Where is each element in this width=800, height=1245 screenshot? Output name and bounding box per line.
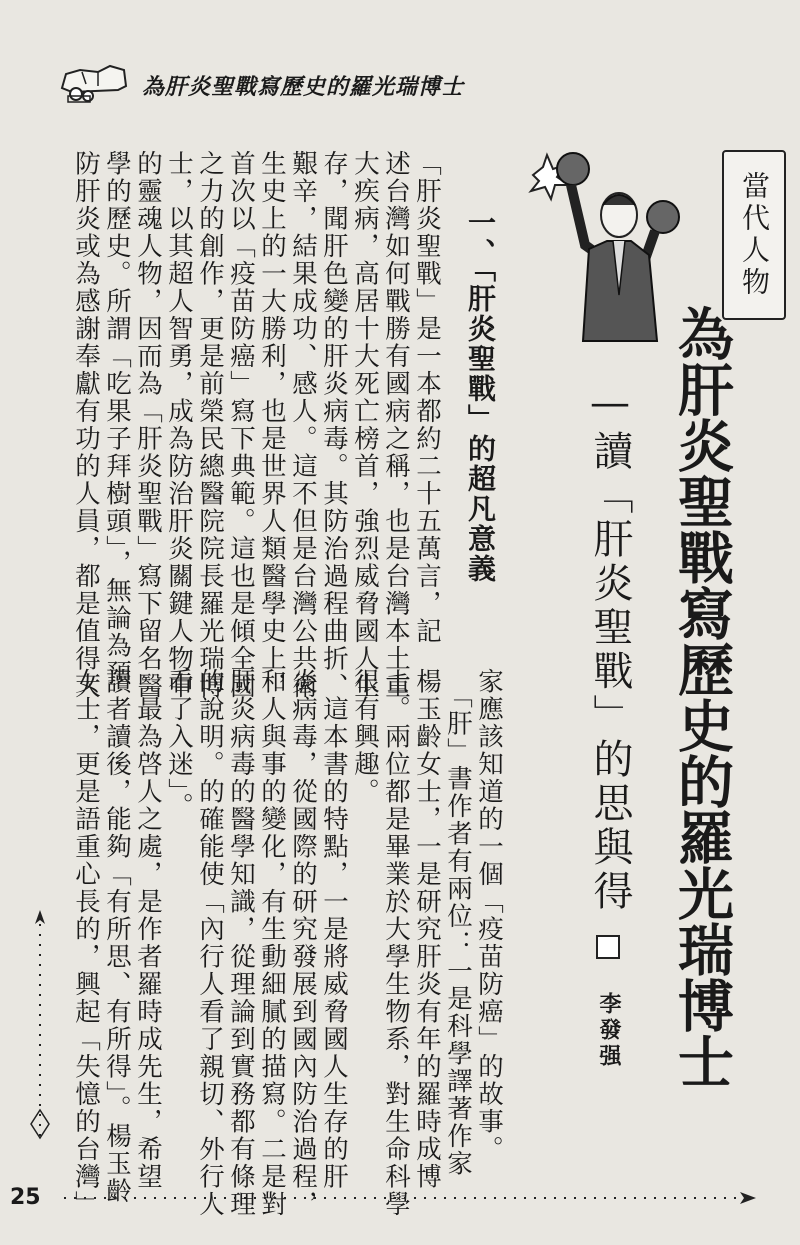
text-line: 讀者讀後，能夠「有所思、有所得」。楊玉齡	[102, 668, 132, 1206]
text-line: 大疾病，高居十大死亡榜首，強烈威脅國人生	[350, 150, 380, 700]
text-line: 存，聞肝色變的肝炎病毒。其防治過程曲折、	[319, 150, 349, 700]
column-tag: 當代人物	[722, 150, 786, 320]
text-line: 之力的創作，更是前榮民總醫院院長羅光瑞博	[195, 150, 225, 700]
text-line: 述台灣如何戰勝有國病之稱，也是台灣本土重	[381, 150, 411, 700]
text-line: 首次以「疫苗防癌」寫下典範。這也是傾全國	[226, 150, 256, 700]
text-line: 看了入迷」。	[164, 668, 194, 821]
text-line: 生史上的一大勝利，也是世界人類醫學史上，	[257, 150, 287, 700]
running-head: 為肝炎聖戰寫歷史的羅光瑞博士	[142, 75, 465, 100]
byline-box-icon	[596, 935, 620, 959]
text-line: 的靈魂人物，因而為「肝炎聖戰」寫下留名醫	[133, 150, 163, 700]
car-icon	[58, 60, 130, 106]
text-line: 士，以其超人智勇，成為防治肝炎關鍵人物中	[164, 150, 194, 700]
text-line: 炎病毒，從國際的研究發展到國內防治過程，	[288, 668, 318, 1218]
text-line: 家應該知道的一個「疫苗防癌」的故事。	[474, 668, 504, 1163]
text-line: 最為啓人之處，是作者羅時成先生，希望	[133, 668, 163, 1191]
author-name: 李發强	[596, 992, 621, 1070]
text-line: 學的歷史。所謂「吃果子拜樹頭」，無論為預	[102, 150, 132, 688]
upper-body-text	[70, 150, 442, 700]
text-line: 女士，更是語重心長的，興起「失憶的台灣」	[71, 668, 101, 1218]
dotted-arrow-decoration	[25, 910, 55, 1150]
dotted-arrow-decoration	[60, 1188, 760, 1208]
text-line: 「肝炎聖戰」是一本都約二十五萬言，記	[412, 150, 442, 645]
text-line: 這本書的特點，一是將威脅國人生存的肝	[319, 668, 349, 1191]
text-line: 很有興趣。	[350, 668, 380, 806]
text-line: 肝炎病毒的醫學知識，從理論到實務都有條理	[226, 668, 256, 1218]
text-line: 的說明。的確能使「內行人看了親切、外行人	[195, 668, 225, 1218]
author-byline	[593, 935, 624, 1070]
article-subtitle: —讀「肝炎聖戰」的思與得	[587, 380, 633, 914]
text-line: 士。兩位都是畢業於大學生物系，對生命科學	[381, 668, 411, 1218]
text-line: 和人與事的變化，有生動細膩的描寫。二是對	[257, 668, 287, 1218]
text-line: 防肝炎或為感謝奉獻有功的人員，都是值得大	[71, 150, 101, 700]
text-line: 楊玉齡女士，一是研究肝炎有年的羅時成博	[412, 668, 442, 1191]
article-title: 為肝炎聖戰寫歷史的羅光瑞博士	[669, 305, 734, 1089]
text-line: 「肝」書作者有兩位：一是科學譯著作家	[443, 668, 473, 1178]
text-line: 艱辛，結果成功、感人。這不但是台灣公共衛	[288, 150, 318, 700]
section-heading: 一、「肝炎聖戰」的超凡意義	[464, 208, 497, 584]
page-number: 25	[10, 1185, 41, 1210]
lower-body-text	[70, 668, 504, 1218]
